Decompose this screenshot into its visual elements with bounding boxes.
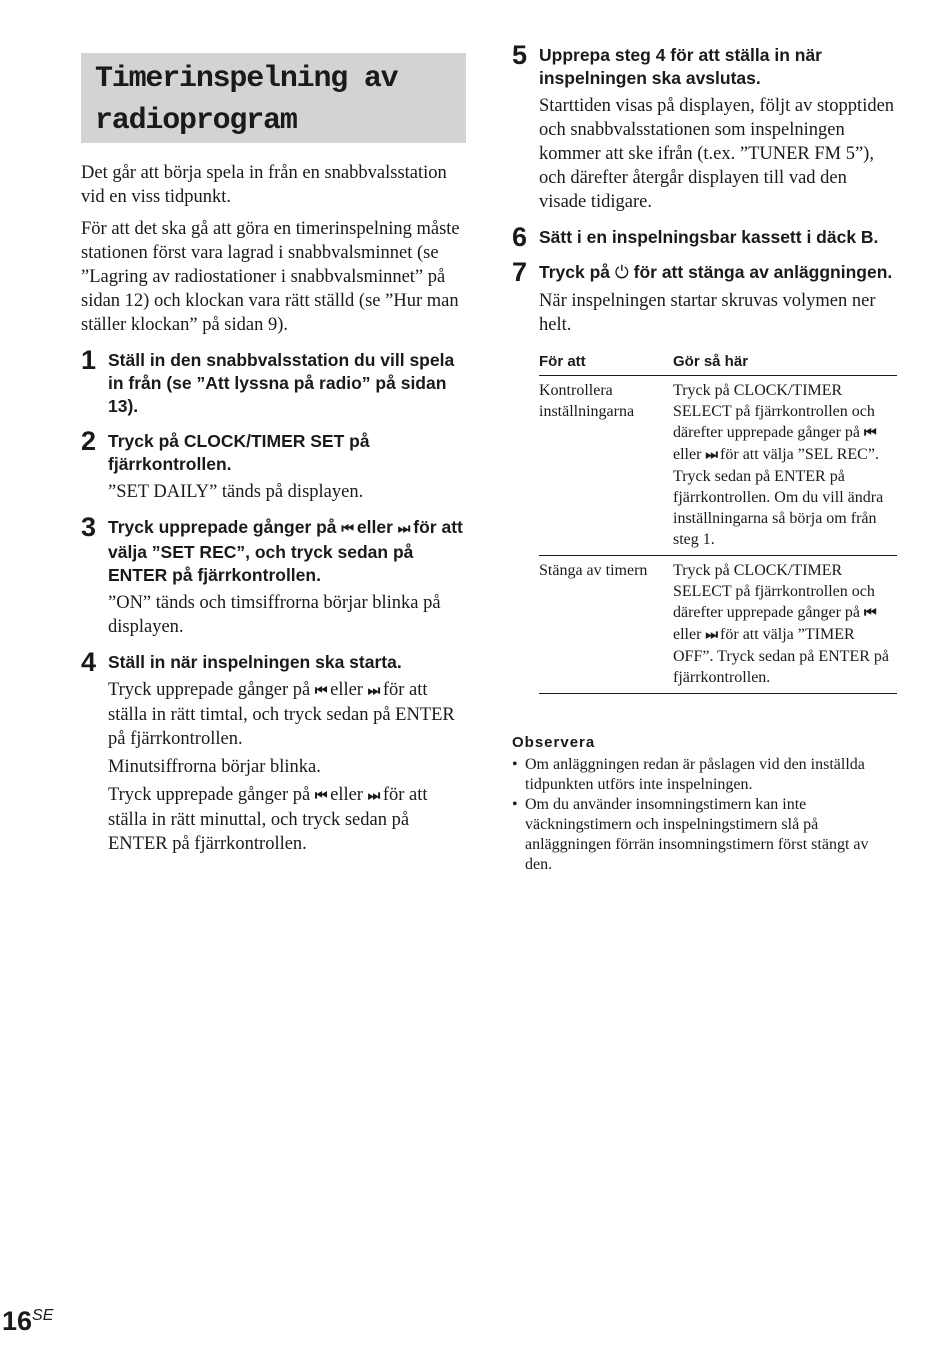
step-number: 2 [81, 426, 97, 456]
intro-paragraph-2: För att det ska gå att göra en timerinspelning måste stationen först vara lagrad i snabbvalsminnet (se ”Lagring av radiostationer i snabbvalsminnet” på sidan 12) och klockan vara rätt ställd (se ”Hur man ställer klockan” på sidan 9). [81, 219, 460, 335]
title-box [81, 53, 466, 143]
step-number: 4 [81, 647, 97, 677]
step-number: 7 [512, 257, 528, 287]
notes-title: Observera [512, 734, 596, 751]
cell-part: för att välja ”SEL REC”. Tryck sedan på ENTER på fjärrkontrollen. Om du vill ändra inställningarna så börja om från steg 1. [673, 446, 884, 548]
step-description [108, 678, 466, 751]
intro-paragraph-1: Det går att börja spela in från en snabbvalsstation vid en viss tidpunkt. [81, 163, 447, 207]
power-icon: ⏻ [614, 263, 629, 283]
table-cell [673, 376, 897, 556]
step-heading: Ställ in när inspelningen ska starta. [108, 652, 402, 672]
table-header-row [539, 347, 897, 376]
table-cell: Kontrollera inställningarna [539, 376, 673, 556]
step-heading [539, 261, 896, 285]
step-6 [512, 222, 896, 252]
cell-part: eller [673, 446, 702, 463]
step-description: Minutsiffrorna börjar blinka. [108, 757, 321, 777]
table-row [539, 556, 897, 694]
notes-list [512, 755, 896, 875]
previous-icon: ⏮ [314, 788, 326, 804]
table-cell: Stänga av timern [539, 556, 673, 694]
desc-part: eller [330, 680, 363, 700]
heading-part: för att välja ”SET REC”, och tryck sedan på ENTER på fjärrkontrollen. [108, 517, 463, 585]
note-item: • Om du använder insomningstimern kan inte väckningstimern och inspelningstimern slå på anläggningen förrän insomningstimern först stängt av den. [512, 795, 896, 875]
cell-part: Tryck på CLOCK/TIMER SELECT på fjärrkontrollen och därefter upprepade gånger på [673, 562, 875, 621]
previous-icon: ⏮ [314, 683, 326, 699]
previous-icon: ⏮ [864, 605, 875, 621]
step-description: ”SET DAILY” tänds på displayen. [108, 482, 364, 502]
step-1 [81, 345, 466, 418]
step-description: Starttiden visas på displayen, följt av stopptiden och snabbvalsstationen som inspelningen kommer att ske ifrån (t.ex. ”TUNER FM 5”), och därefter återgår displayen till vad den visade tidigare. [539, 96, 895, 212]
desc-part: för att ställa in rätt timtal, och tryck sedan på ENTER på fjärrkontrollen. [108, 680, 455, 749]
table-header-cell: Gör så här [673, 347, 897, 376]
page-language-suffix: SE [32, 1307, 54, 1324]
step-5 [512, 40, 896, 214]
step-4 [81, 647, 466, 856]
page-number-value: 16 [2, 1306, 33, 1336]
desc-part: Tryck upprepade gånger på [108, 785, 311, 805]
cell-part: Tryck på CLOCK/TIMER SELECT på fjärrkontrollen och därefter upprepade gånger på [673, 382, 875, 441]
page-number [2, 1306, 53, 1337]
step-7 [512, 257, 896, 694]
cell-part: eller [673, 626, 702, 643]
next-icon: ⏭ [397, 521, 409, 537]
instructions-table [539, 347, 897, 694]
step-number: 3 [81, 512, 97, 542]
next-icon: ⏭ [705, 447, 717, 463]
step-3 [81, 512, 466, 639]
step-number: 5 [512, 40, 528, 70]
desc-part: för att ställa in rätt minuttal, och tryck sedan på ENTER på fjärrkontrollen. [108, 785, 428, 854]
step-number: 1 [81, 345, 97, 375]
next-icon: ⏭ [705, 627, 717, 643]
step-2 [81, 426, 466, 504]
heading-part: Tryck upprepade gånger på [108, 517, 337, 537]
step-heading: Tryck på CLOCK/TIMER SET på fjärrkontrollen. [108, 431, 370, 474]
page-title [95, 58, 452, 142]
note-item: • Om anläggningen redan är påslagen vid den inställda tidpunkten utförs inte inspelningen. [512, 755, 896, 795]
previous-icon: ⏮ [864, 425, 875, 441]
cell-part: för att välja ”TIMER OFF”. Tryck sedan på ENTER på fjärrkontrollen. [673, 626, 889, 686]
heading-part: för att stänga av anläggningen. [633, 262, 893, 282]
left-column [81, 53, 466, 856]
title-line-1: Timerinspelning av [95, 62, 398, 96]
previous-icon: ⏮ [341, 521, 353, 537]
step-description: ”ON” tänds och timsiffrorna börjar blinka på displayen. [108, 593, 441, 637]
heading-part: eller [356, 517, 393, 537]
step-number: 6 [512, 222, 528, 252]
step-heading: Upprepa steg 4 för att ställa in när inspelningen ska avslutas. [539, 45, 822, 88]
heading-part: Tryck på [539, 262, 611, 282]
step-description [108, 783, 466, 856]
desc-part: Tryck upprepade gånger på [108, 680, 311, 700]
desc-part: eller [330, 785, 363, 805]
next-icon: ⏭ [367, 683, 379, 699]
step-heading [108, 516, 466, 587]
step-description: När inspelningen startar skruvas volymen ner helt. [539, 291, 876, 335]
table-row [539, 376, 897, 556]
table-header-cell: För att [539, 347, 673, 376]
step-heading: Ställ in den snabbvalsstation du vill spela in från (se ”Att lyssna på radio” på sidan 13). [108, 350, 455, 416]
title-line-2: radioprogram [95, 104, 297, 138]
next-icon: ⏭ [367, 788, 379, 804]
table-cell [673, 556, 897, 694]
step-heading: Sätt i en inspelningsbar kassett i däck B. [539, 227, 879, 247]
right-column [512, 40, 896, 875]
